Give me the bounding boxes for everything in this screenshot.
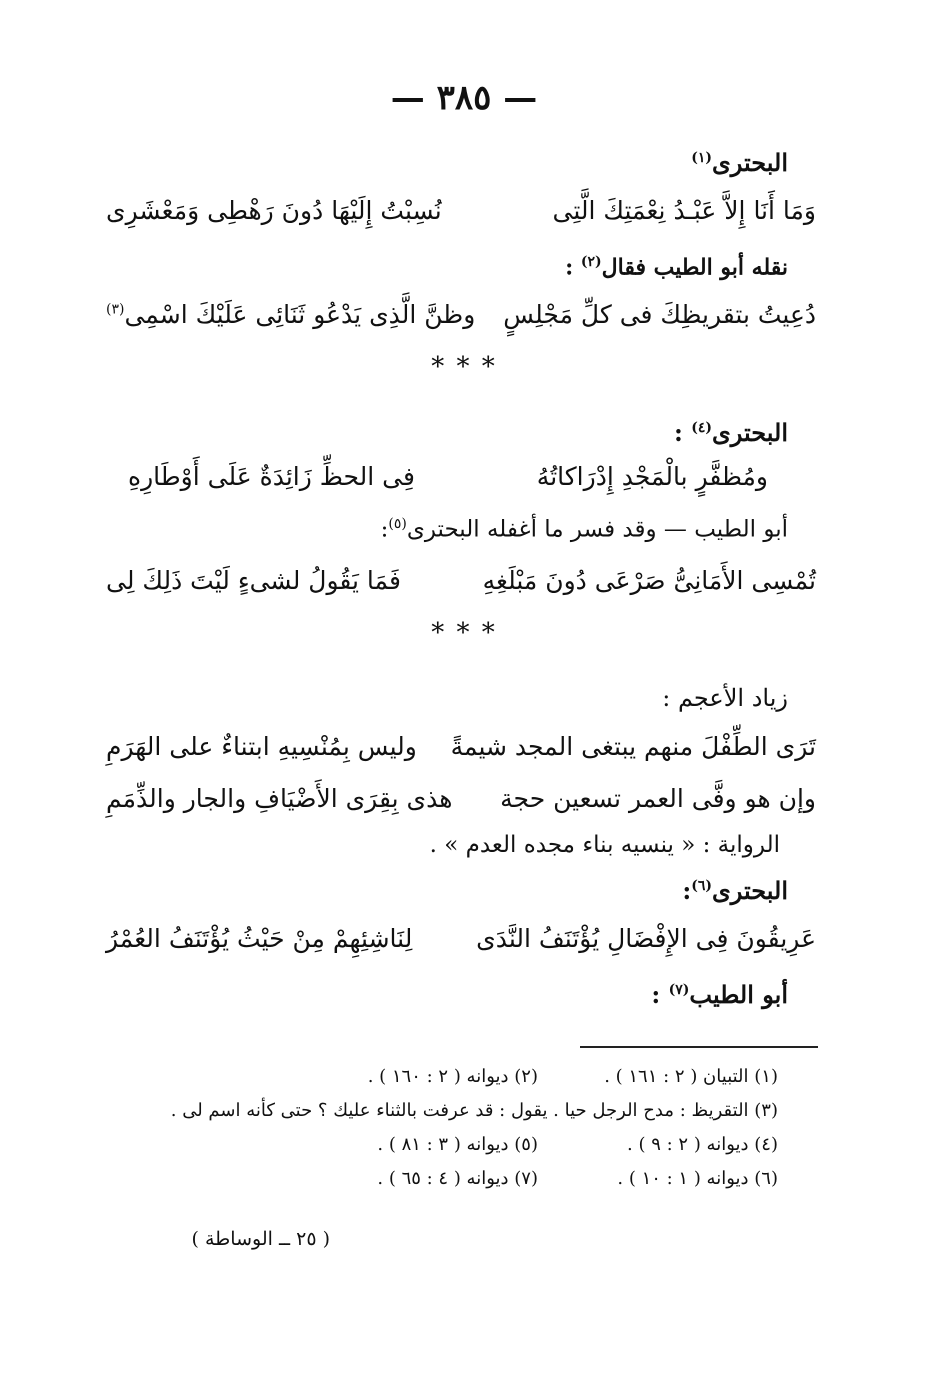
footnote-ref: (٦) — [691, 878, 713, 894]
heading-ziyad: زياد الأعجم : — [662, 684, 788, 712]
heading-colon: : — [674, 418, 683, 447]
footnote-7: (٧) ديوانه ( ٤ : ٦٥ ) . — [377, 1168, 538, 1189]
footnote-6: (٦) ديوانه ( ١ : ١٠ ) . — [617, 1168, 778, 1189]
heading-colon: : — [380, 516, 389, 543]
verse-second-hemistich: فَمَا يَقُولُ لشىءٍ لَيْتَ ذَلِكَ لِى — [106, 566, 401, 595]
heading-abu-tayyib-1 — [565, 254, 788, 280]
verse-1 — [106, 196, 816, 240]
verse-first-hemistich: وإن هو وفَّى العمر تسعين حجة — [500, 784, 816, 813]
heading-text: البحترى — [712, 418, 788, 447]
verse-5a — [106, 732, 816, 776]
heading-text: نقله أبو الطيب فقال — [601, 254, 788, 281]
verse-6 — [106, 924, 816, 968]
bottom-signature: ( ٢٥ ــ الوساطة ) — [191, 1228, 330, 1250]
verse-second-hemistich: لِنَاشِئِهِمْ مِنْ حَيْثُ يُؤْتَنَفُ العُمْرُ — [106, 924, 413, 953]
footnote-line-1 — [368, 1066, 778, 1087]
verse-second-hemistich: وليس بِمُنْسِيهِ ابتناءٌ على الهَرَمِ — [106, 732, 417, 761]
verse-5b — [106, 784, 816, 828]
heading-buhturi-2 — [674, 418, 788, 447]
footnote-ref: (٣) — [106, 301, 125, 318]
verse-4 — [106, 566, 816, 610]
heading-text: أبو الطيب — وقد فسر ما أغفله البحترى — [406, 516, 788, 543]
verse-first-hemistich: تَرَى الطِّفْلَ منهم يبتغى المجد شيمةً — [450, 732, 816, 761]
footnote-2: (٢) ديوانه ( ٢ : ١٦٠ ) . — [367, 1066, 538, 1087]
riwaya-note: الرواية : « ينسيه بناء مجده العدم » . — [429, 832, 780, 858]
footnote-line-3 — [377, 1134, 778, 1155]
verse-second-hemistich: نُسِبْتُ إِلَيْهَا دُونَ رَهْطِى وَمَعْشَرِى — [106, 196, 442, 225]
verse-first-hemistich: وَمَا أَنَا إِلاَّ عَبْـدُ نِعْمَتِكَ الَّتِى — [552, 196, 816, 225]
heading-text: البحترى — [712, 876, 788, 905]
footnote-ref: (٧) — [668, 982, 690, 998]
heading-colon: : — [682, 876, 692, 905]
verse-second-hemistich: هذى بِقِرَى الأَضْيَافِ والجار والذِّمَمِ — [106, 784, 453, 813]
verse-second-hemistich: فِى الحظِّ زَائِدَةٌ عَلَى أَوْطَارِهِ — [128, 462, 415, 491]
footnote-3: (٣) التقريظ : مدح الرجل حيا . يقول : قد عرفت بالثناء عليك ؟ حتى كأنه اسم لى . — [170, 1100, 778, 1121]
heading-text: أبو الطيب — [689, 980, 788, 1009]
heading-colon: : — [651, 980, 661, 1009]
footnote-5: (٥) ديوانه ( ٣ : ٨١ ) . — [377, 1134, 538, 1155]
heading-colon: : — [565, 254, 574, 281]
footnote-1: (١) التبيان ( ٢ : ١٦١ ) . — [604, 1066, 778, 1087]
footnote-ref: (٢) — [580, 254, 602, 270]
footnote-divider — [580, 1046, 818, 1048]
footnote-ref: (٤) — [691, 420, 713, 436]
verse-3 — [128, 462, 768, 506]
section-separator-stars: * * * — [431, 352, 497, 382]
footnote-ref: (٥) — [388, 516, 407, 532]
verse-2 — [106, 300, 816, 344]
page-number: — ٣٨٥ — — [390, 78, 538, 118]
heading-buhturi-3 — [682, 876, 788, 905]
verse-first-hemistich: دُعِيتُ بتقريظِكَ فى كلِّ مَجْلِسٍ — [503, 300, 816, 329]
verse-first-hemistich: ومُظفَّرٍ بالْمَجْدِ إِدْرَاكاتُهُ — [536, 462, 768, 491]
heading-abu-tayyib-2 — [381, 516, 788, 543]
verse-first-hemistich: تُمْسِى الأَمَانِىُّ صَرْعَى دُونَ مَبْلَغِهِ — [482, 566, 816, 595]
heading-abu-tayyib-3 — [651, 980, 788, 1009]
footnote-line-4 — [377, 1168, 778, 1189]
footnote-ref: (١) — [691, 150, 713, 166]
verse-first-hemistich: عَرِيقُونَ فِى الإِفْضَالِ يُؤْتَنَفُ النَّدَى — [476, 924, 816, 953]
verse-second-hemistich: وظنَّ الَّذِى يَدْعُو ثَنَائِى عَلَيْكَ اسْمِى$^{(٣)}$ — [106, 300, 476, 329]
footnote-4: (٤) ديوانه ( ٢ : ٩ ) . — [627, 1134, 778, 1155]
heading-text: البحترى — [712, 148, 788, 177]
section-separator-stars: * * * — [431, 618, 497, 648]
heading-buhturi-1 — [691, 148, 788, 177]
